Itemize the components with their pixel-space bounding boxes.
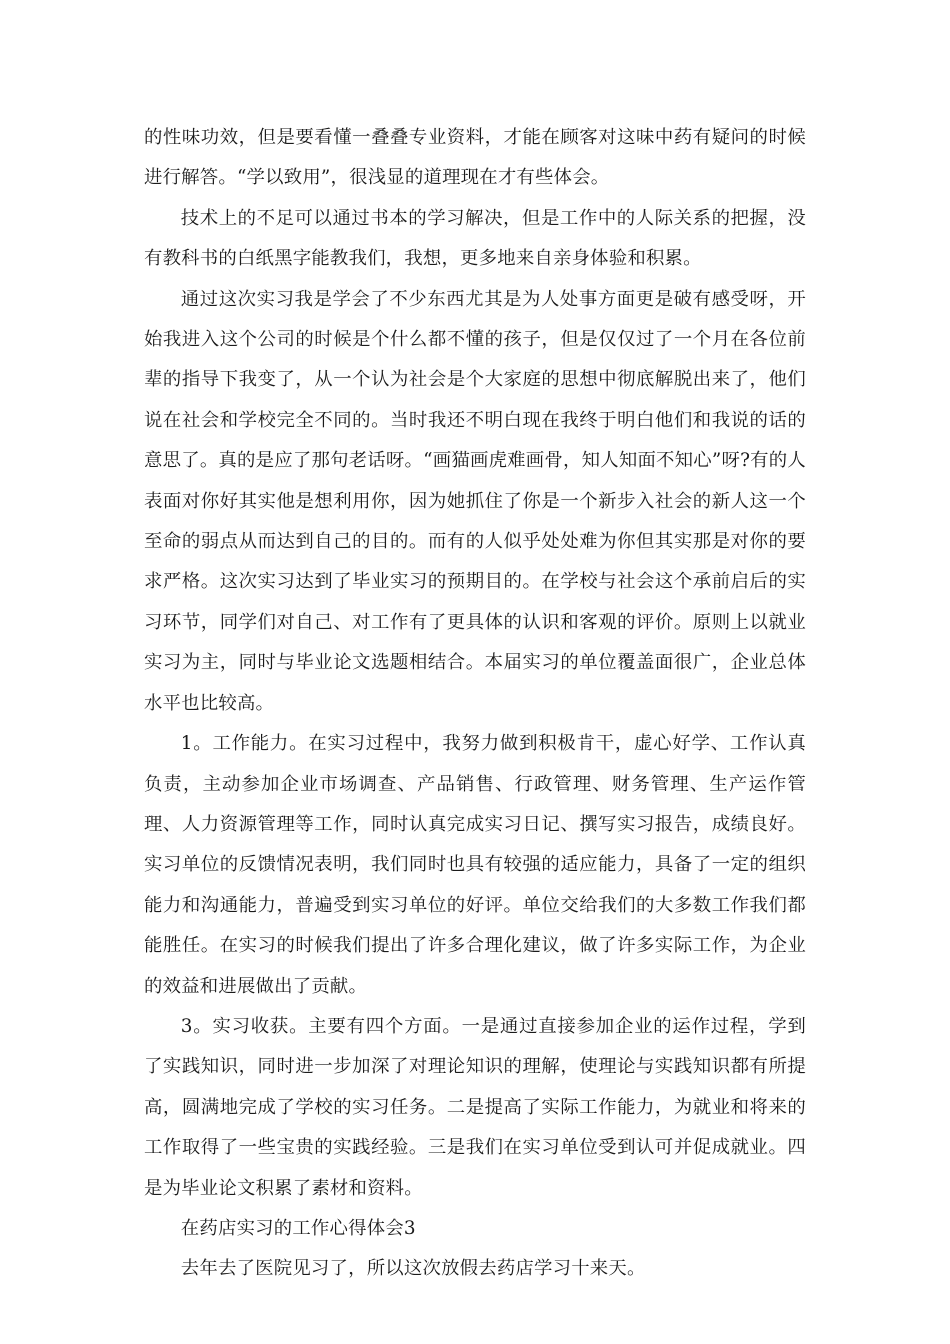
paragraph-continuation: 的性味功效，但是要看懂一叠叠专业资料，才能在顾客对这味中药有疑问的时候进行解答。“学以致用”，很浅显的道理现在才有些体会。	[144, 127, 806, 189]
paragraph-internship-experience: 通过这次实习我是学会了不少东西尤其是为人处事方面更是破有感受呀，开始我进入这个公司的时候是个什么都不懂的孩子，但是仅仅过了一个月在各位前辈的指导下我变了，从一个认为社会是个大家庭的思想中彻底解脱出来了，他们说在社会和学校完全不同的。当时我还不明白现在我终于明白他们和我说的话的意思了。真的是应了那句老话呀。“画猫画虎难画骨，知人知面不知心”呀?有的人表面对你好其实他是想利用你，因为她抓住了你是一个新步入社会的新人这一个至命的弱点从而达到自己的目的。而有的人似乎处处难为你但其实那是对你的要求严格。这次实习达到了毕业实习的预期目的。在学校与社会这个承前启后的实习环节，同学们对自己、对工作有了更具体的认识和客观的评价。原则上以就业实习为主，同时与毕业论文选题相结合。本届实习的单位覆盖面很广，企业总体水平也比较高。	[144, 288, 806, 714]
paragraph-internship-gains: 3。实习收获。主要有四个方面。一是通过直接参加企业的运作过程，学到了实践知识，同时进一步加深了对理论知识的理解，使理论与实践知识都有所提高，圆满地完成了学校的实习任务。二是提高了实际工作能力，为就业和将来的工作取得了一些宝贵的实践经验。三是我们在实习单位受到认可并促成就业。四是为毕业论文积累了素材和资料。	[144, 1015, 806, 1199]
paragraph-interpersonal: 技术上的不足可以通过书本的学习解决，但是工作中的人际关系的把握，没有教科书的白纸黑字能教我们，我想，更多地来自亲身体验和积累。	[144, 207, 806, 270]
section-heading: 在药店实习的工作心得体会3	[180, 1217, 416, 1239]
document-body	[144, 118, 806, 1290]
paragraph-work-ability: 1。工作能力。在实习过程中，我努力做到积极肯干，虚心好学、工作认真负责，主动参加企业市场调查、产品销售、行政管理、财务管理、生产运作管理、人力资源管理等工作，同时认真完成实习日记、撰写实习报告，成绩良好。实习单位的反馈情况表明，我们同时也具有较强的适应能力，具备了一定的组织能力和沟通能力，普遍受到实习单位的好评。单位交给我们的大多数工作我们都能胜任。在实习的时候我们提出了许多合理化建议，做了许多实际工作，为企业的效益和进展做出了贡献。	[144, 733, 806, 997]
paragraph-intro: 去年去了医院见习了，所以这次放假去药店学习十来天。	[180, 1258, 646, 1280]
